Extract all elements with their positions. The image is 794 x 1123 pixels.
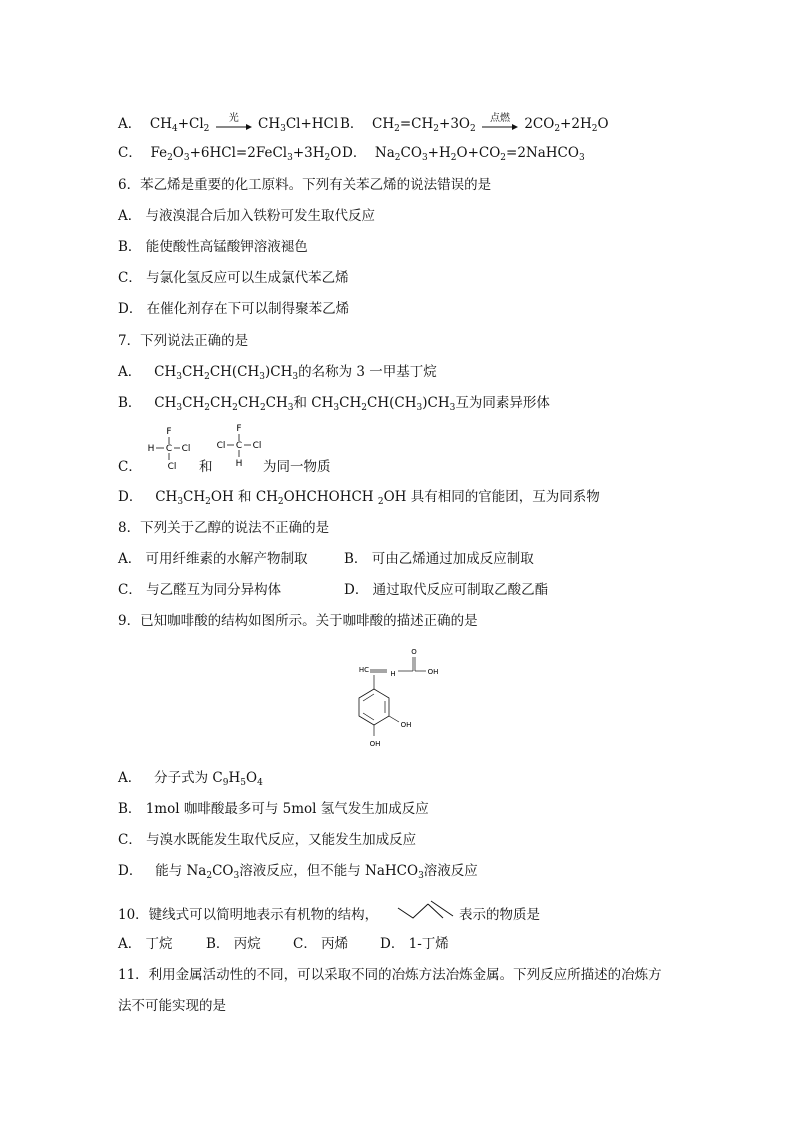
q8-option-a: A． 可用纤维素的水解产物制取 xyxy=(118,551,308,567)
atom-label: Cl xyxy=(167,462,177,470)
atom-label: OH xyxy=(427,668,439,676)
q5-option-c: C． $Fe_2O_3+6HCl=2FeCl_3+3H_2O$ xyxy=(118,145,342,163)
q6-option-b: B． 能使酸性高锰酸钾溶液褪色 xyxy=(118,239,308,255)
q7-option-d: D． $CH_3CH_2OH$ 和 $CH_2OHCHOHCH$ $_2$OH 具有相同的官能团，互为同系物 xyxy=(118,489,600,507)
q8-option-c: C． 与乙醛互为同分异构体 xyxy=(118,582,282,598)
atom-label: F xyxy=(166,427,172,437)
q9-stem: 9．已知咖啡酸的结构如图所示。关于咖啡酸的描述正确的是 xyxy=(118,613,478,629)
q11-stem-line2: 法不可能实现的是 xyxy=(118,998,226,1014)
q10-stem-pre: 10．键线式可以简明地表示有机物的结构， xyxy=(118,907,379,923)
atom-label: Cl xyxy=(216,441,226,451)
q5-option-d: D． $Na_2CO_3+H_2O+CO_2=2NaHCO_3$ xyxy=(342,145,585,163)
q6-stem: 6．苯乙烯是重要的化工原料。下列有关苯乙烯的说法错误的是 xyxy=(118,177,492,193)
q7-stem: 7．下列说法正确的是 xyxy=(118,333,249,349)
arrow-icon xyxy=(216,124,252,130)
atom-label: H xyxy=(390,670,396,678)
q7-option-c-tail: 为同一物质 xyxy=(263,459,331,475)
structure-chfcl2-1 xyxy=(145,424,190,470)
atom-label: O xyxy=(411,648,417,656)
q8-option-b: B． 可由乙烯通过加成反应制取 xyxy=(344,551,534,567)
atom-label: OH xyxy=(369,740,381,748)
q7-option-c-label: C． xyxy=(118,459,142,475)
atom-label: H xyxy=(235,459,243,467)
q5-option-a: A． $CH_4+Cl_2$ 光 $CH_3Cl+HCl$ xyxy=(118,112,339,134)
q6-option-c: C． 与氯化氢反应可以生成氯代苯乙烯 xyxy=(118,270,349,286)
atom-label: C xyxy=(235,441,243,451)
q8-stem: 8．下列关于乙醇的说法不正确的是 xyxy=(118,520,330,536)
q6-option-a: A． 与液溴混合后加入铁粉可发生取代反应 xyxy=(118,208,376,224)
atom-label: C xyxy=(165,444,173,454)
caffeic-acid-structure xyxy=(350,646,450,756)
q6-option-d: D． 在催化剂存在下可以制得聚苯乙烯 xyxy=(118,301,350,317)
q10-option-d: D． 1-丁烯 xyxy=(380,936,449,952)
q9-option-c: C． 与溴水既能发生取代反应，又能发生加成反应 xyxy=(118,832,417,848)
atom-label: OH xyxy=(400,721,412,729)
q9-option-b: B． 1mol 咖啡酸最多可与 5mol 氢气发生加成反应 xyxy=(118,801,429,817)
atom-label: Cl xyxy=(181,444,190,454)
q5-option-b: B． $CH_2=CH_2+3O_2$ 点燃 $2CO_2+2H_2O$ xyxy=(340,112,609,134)
q8-option-d: D． 通过取代反应可制取乙酸乙酯 xyxy=(344,582,549,598)
structure-chfcl2-2 xyxy=(214,421,264,467)
skeletal-formula-1-butene xyxy=(396,896,456,922)
atom-label: HC xyxy=(358,666,370,674)
q9-option-d: D． 能与 $Na_2CO_3$溶液反应，但不能与 NaHCO$_3$溶液反应 xyxy=(118,863,478,881)
q10-option-c: C． 丙烯 xyxy=(293,936,349,952)
q7-option-c-and: 和 xyxy=(199,459,213,475)
atom-label: Cl xyxy=(252,441,262,451)
q10-option-b: B． 丙烷 xyxy=(206,936,261,952)
q11-stem-line1: 11．利用金属活动性的不同，可以采取不同的冶炼方法冶炼金属。下列反应所描述的冶炼方 xyxy=(118,967,662,983)
reaction-arrow: 光 xyxy=(216,116,252,134)
q10-option-a: A． 丁烷 xyxy=(118,936,173,952)
reaction-arrow: 点燃 xyxy=(482,116,518,134)
q10-stem-post: 表示的物质是 xyxy=(459,907,540,923)
q7-option-a: A． $CH_3CH_2CH(CH_3)CH_3$的名称为 3 一甲基丁烷 xyxy=(118,364,437,382)
atom-label: F xyxy=(236,424,242,434)
q9-option-a: A． 分子式为 $C_9H_5O_4$ xyxy=(118,770,263,788)
arrow-icon xyxy=(482,124,518,130)
q7-option-b: B． $CH_3CH_2CH_2CH_2CH_3$和 $CH_3CH_2CH(CH_3)CH_3$互为同素异形体 xyxy=(118,395,550,413)
atom-label: H xyxy=(147,444,155,454)
